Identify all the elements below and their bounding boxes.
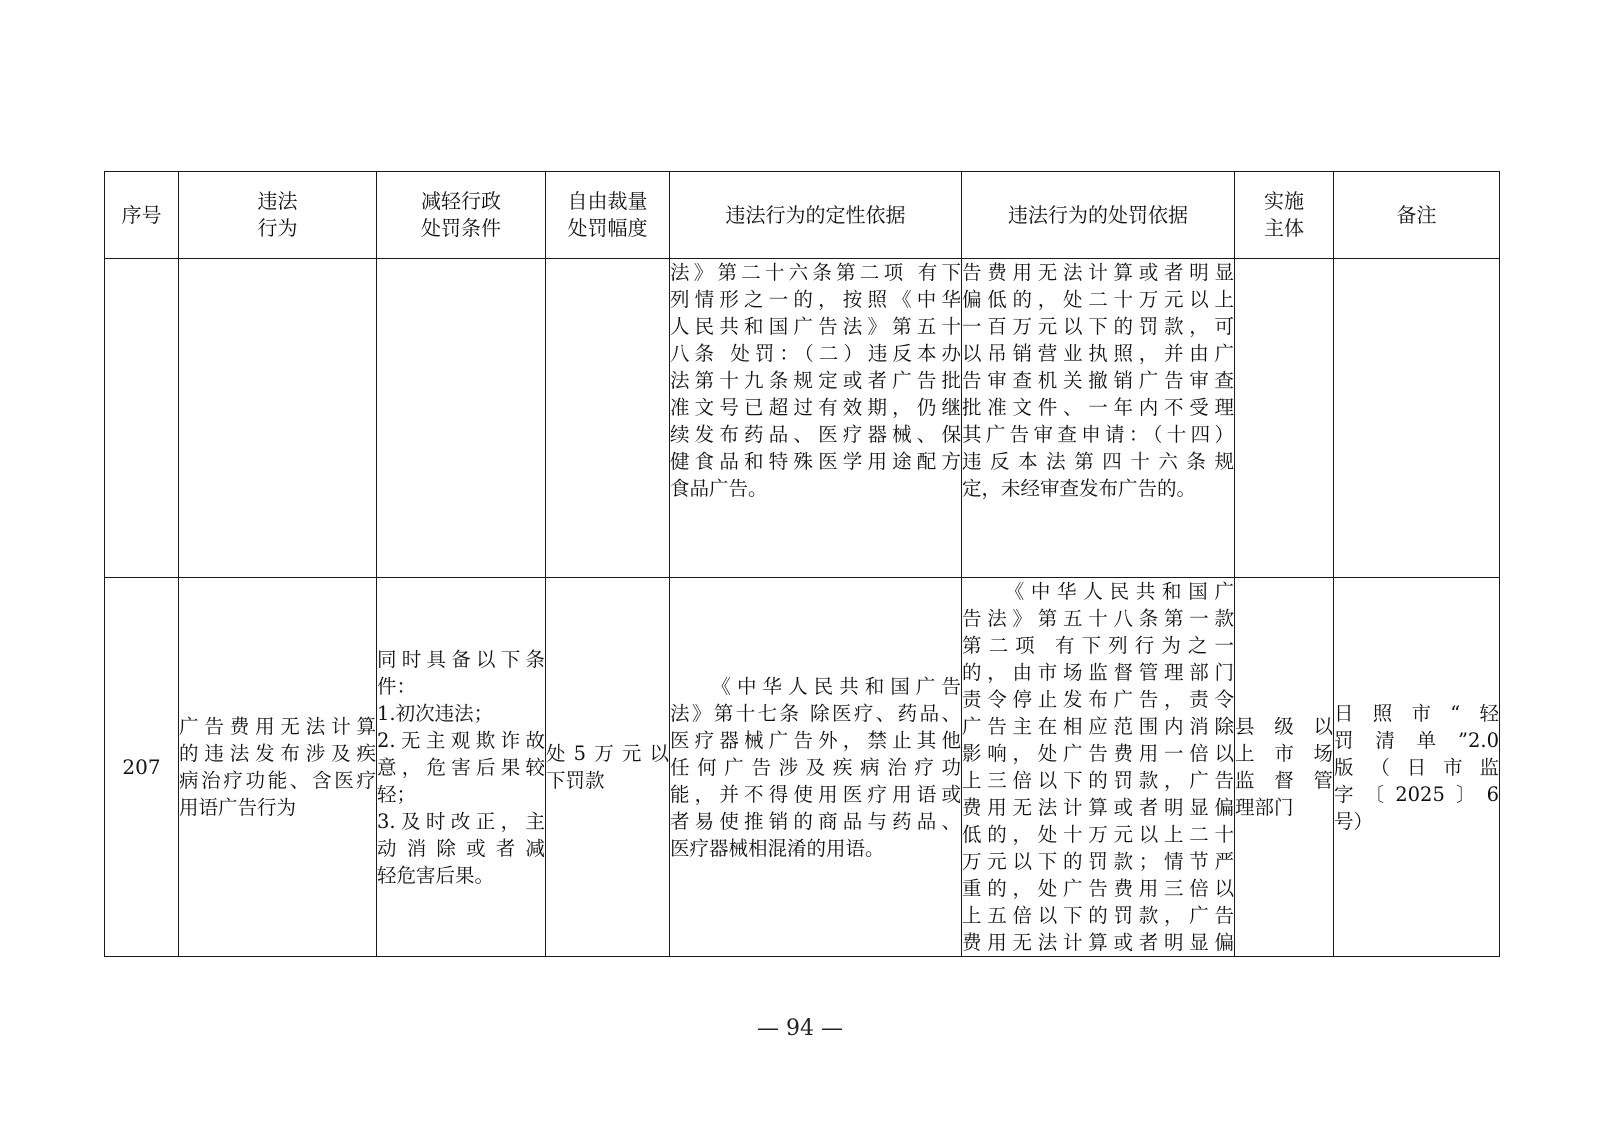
header-remarks: 备注 [1334, 172, 1500, 259]
cell-number: 207 [105, 578, 179, 957]
header-violation: 违法 行为 [179, 172, 377, 259]
cell-qualitative-basis: 法》第二十六条第二项 有下 列情形之一的，按照《中华 人民共和国广告法》第五十 八条 处罚：（二）违反本办 法第十九条规定或者广告批 准文号已超过有效期，仍继 续发布药品、医疗器械、保 健食品和特殊医学用途配方 食品广告。 [670, 259, 962, 578]
header-penalty-basis: 违法行为的处罚依据 [962, 172, 1235, 259]
cell-qualitative-basis: 《中华人民共和国广告 法》第十七条 除医疗、药品、 医疗器械广告外，禁止其他 任何广告涉及疾病治疗功 能，并不得使用医疗用语或 者易使推销的商品与药品、 医疗器械相混淆的用语。 [670, 578, 962, 957]
penalty-table [104, 171, 1500, 957]
cell-number [105, 259, 179, 578]
cell-discretion-range [546, 259, 670, 578]
page-number: — 94 — [757, 1016, 843, 1041]
table-row-207 [105, 578, 1500, 957]
cell-remarks: 日照市“轻 罚清单”2.0 版（日市监 字〔2025〕6 号） [1334, 578, 1500, 957]
cell-remarks [1334, 259, 1500, 578]
header-row [105, 172, 1500, 259]
cell-implementing-body: 县级以 上市场 监督管 理部门 [1235, 578, 1334, 957]
cell-discretion-range: 处5万元以 下罚款 [546, 578, 670, 957]
header-mitigation-conditions: 减轻行政 处罚条件 [377, 172, 546, 259]
header-qualitative-basis: 违法行为的定性依据 [670, 172, 962, 259]
cell-penalty-basis: 告费用无法计算或者明显 偏低的，处二十万元以上 一百万元以下的罚款，可 以吊销营业执照，并由广 告审查机关撤销广告审查 批准文件、一年内不受理 其广告审查申请：（十四） 违反本法第四十六条规 定，未经审查发布广告的。 [962, 259, 1235, 578]
cell-violation [179, 259, 377, 578]
cell-mitigation-conditions: 同时具备以下条 件： 1.初次违法； 2.无主观欺诈故 意，危害后果较 轻； 3.及时改正，主 动消除或者减 轻危害后果。 [377, 578, 546, 957]
header-number: 序号 [105, 172, 179, 259]
header-discretion-range: 自由裁量 处罚幅度 [546, 172, 670, 259]
header-implementing-body: 实施 主体 [1235, 172, 1334, 259]
cell-penalty-basis: 《中华人民共和国广 告法》第五十八条第一款 第二项 有下列行为之一 的，由市场监督管理部门 责令停止发布广告，责令 广告主在相应范围内消除 影响，处广告费用一倍以 上三倍以下的罚款，广告 费用无法计算或者明显偏 低的，处十万元以上二十 万元以下的罚款；情节严 重的，处广告费用三倍以 上五倍以下的罚款，广告 费用无法计算或者明显偏 [962, 578, 1235, 957]
cell-mitigation-conditions [377, 259, 546, 578]
table-row-continuation [105, 259, 1500, 578]
cell-implementing-body [1235, 259, 1334, 578]
cell-violation: 广告费用无法计算 的违法发布涉及疾 病治疗功能、含医疗 用语广告行为 [179, 578, 377, 957]
